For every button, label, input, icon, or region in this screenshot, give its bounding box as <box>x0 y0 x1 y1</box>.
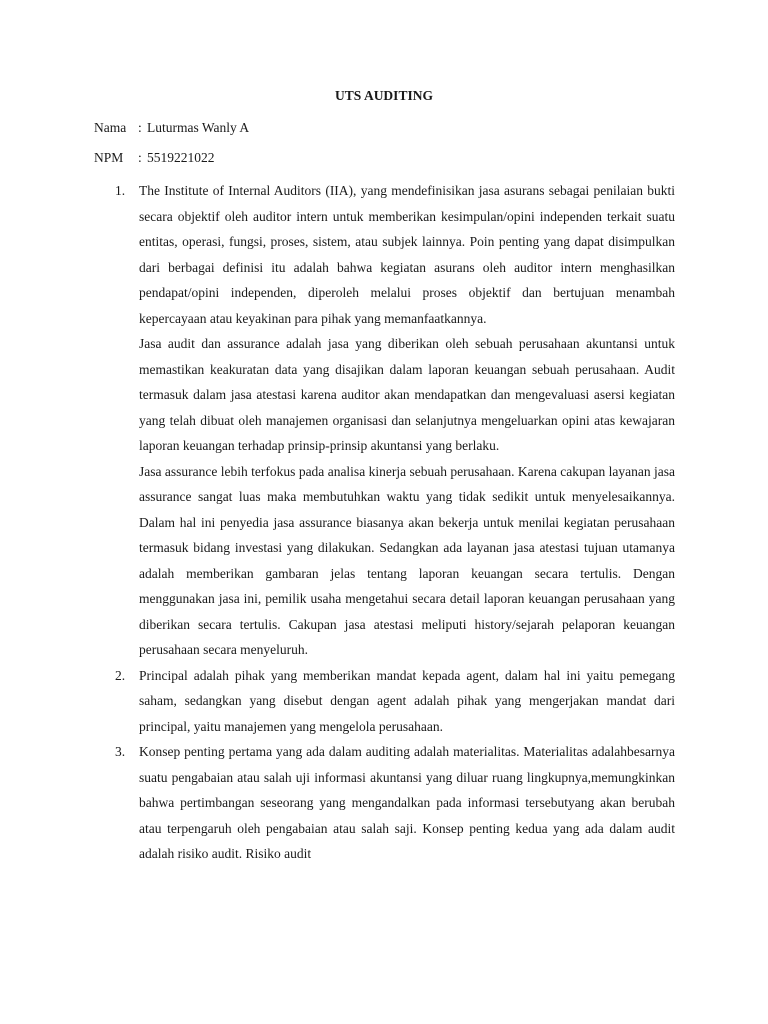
npm-label: NPM <box>94 150 124 165</box>
document-title: UTS AUDITING <box>335 88 433 103</box>
paragraph: Jasa assurance lebih terfokus pada analisa kinerja sebuah perusahaan. Karena cakupan layanan jasa assurance sangat luas maka membutuhkan waktu yang tidak sedikit untuk menyelesaikannya. Dalam hal ini penyedia jasa assurance biasanya akan bekerja untuk menilai kegiatan perusahaan termasuk bidang investasi yang dilakukan. Sedangkan ada layanan jasa atestasi tujuan utamanya adalah memberikan gambaran jelas tentang laporan keuangan secara tertulis. Dengan menggunakan jasa ini, pemilik usaha mengetahui secara detail laporan keuangan perusahaan yang diberikan secara tertulis. Cakupan jasa atestasi meliputi history/sejarah pelaporan keuangan perusahaan secara menyeluruh. <box>139 463 675 657</box>
paragraph: Principal adalah pihak yang memberikan mandat kepada agent, dalam hal ini yaitu pemegang saham, sedangkan yang disebut dengan agent adalah pihak yang mengerjakan mandat dari principal, yaitu manajemen yang mengelola perusahaan. <box>139 667 675 734</box>
item-number: 2. <box>115 667 126 683</box>
name-value: Luturmas Wanly A <box>147 120 250 135</box>
item-number: 1. <box>115 183 126 198</box>
npm-field <box>94 148 215 168</box>
list-item <box>0 663 768 740</box>
paragraph: The Institute of Internal Auditors (IIA), yang mendefinisikan jasa asurans sebagai penilaian bukti secara objektif oleh auditor intern untuk memberikan kesimpulan/opini independen terkait suatu entitas, operasi, fungsi, proses, sistem, atau subjek lainnya. Poin penting yang dapat disimpulkan dari berbagai definisi itu adalah bahwa kegiatan asurans oleh auditor intern menghasilkan pendapat/opini independen, diperoleh melalui proses objektif dan bertujuan menambah kepercayaan atau keyakinan para pihak yang memanfaatkannya. <box>139 183 675 326</box>
npm-value: 5519221022 <box>147 150 215 165</box>
paragraph: Konsep penting pertama yang ada dalam auditing adalah materialitas. Materialitas adalahbesarnya suatu pengabaian atau salah uji informasi akuntansi yang diluar ruang lingkupnya,memungkinkan bahwa pertimbangan seseorang yang mengandalkan pada informasi tersebutyang akan berubah atau terpengaruh oleh pengabaian atau salah saji. Konsep penting kedua yang ada dalam audit adalah risiko audit. Risiko audit <box>139 744 675 861</box>
list-item <box>0 739 768 867</box>
name-field <box>94 118 249 138</box>
answer-list <box>0 178 768 867</box>
name-label: Nama <box>94 120 127 135</box>
list-item <box>0 178 768 663</box>
item-number: 3. <box>115 744 126 759</box>
npm-separator: : <box>138 150 142 165</box>
paragraph: Jasa audit dan assurance adalah jasa yang diberikan oleh sebuah perusahaan akuntansi untuk memastikan keakuratan data yang disajikan dalam laporan keuangan sebuah perusahaan. Audit termasuk dalam jasa atestasi karena auditor akan mendapatkan dan mengevaluasi asersi kegiatan yang telah dibuat oleh manajemen organisasi dan selanjutnya mengeluarkan opini atas kewajaran laporan keuangan terhadap prinsip-prinsip akuntansi yang berlaku. <box>139 336 675 453</box>
name-separator: : <box>138 120 142 135</box>
